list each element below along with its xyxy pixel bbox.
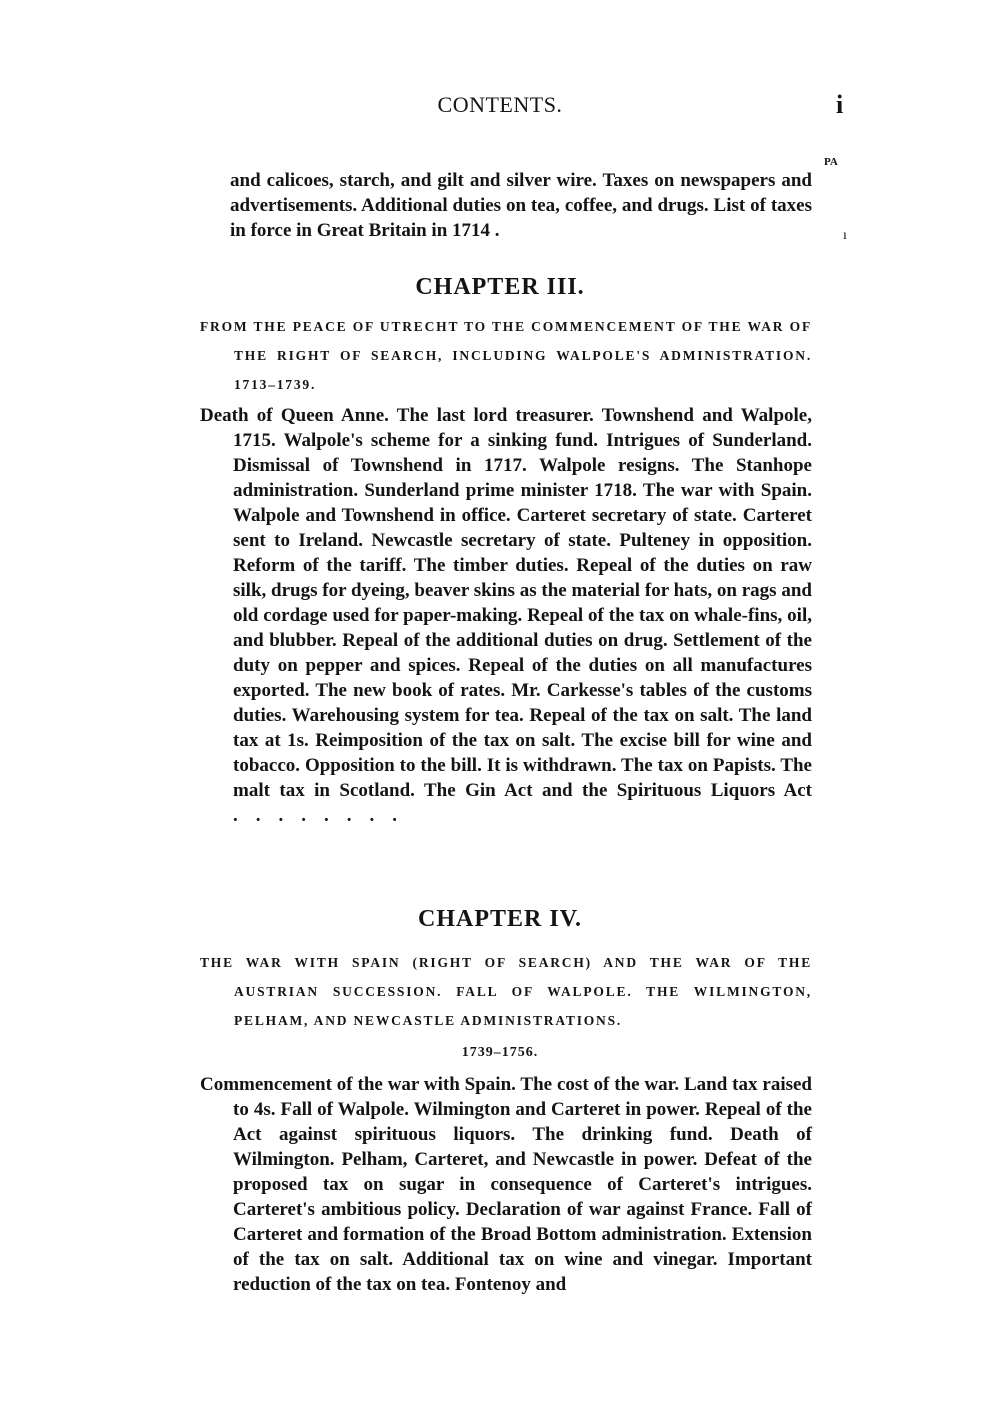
chapter-4-summary-text: Commencement of the war with Spain. The cost of the war. Land tax raised to 4s. Fall of Walpole. Wilmington and Carteret in power. Repeal of the Act against spirituous liquors. The drinking fund. Death of Wilmington. Pelham, Carteret, and Newcastle in power. Defeat of the proposed tax on sugar in consequence of Carteret's intrigues. Carteret's ambitious policy. Declaration of war against France. Fall of Carteret and formation of the Broad Bottom administration. Extension of the tax on salt. Additional tax on wine and vinegar. Important reduction of the tax on tea. Fontenoy and <box>200 1074 812 1295</box>
page-column-label: PA <box>824 156 838 168</box>
chapter-3-subtitle <box>200 312 812 399</box>
continuation-text: and calicoes, starch, and gilt and silver wire. Taxes on newspapers and advertisements. Additional duties on tea, coffee, and drugs. List of taxes in force in Great Britain in 1714 . <box>230 170 812 241</box>
chapter-4-heading: CHAPTER IV. <box>418 906 582 932</box>
margin-mark: ı <box>843 228 847 243</box>
chapter-4-summary <box>200 1072 812 1297</box>
chapter-3-summary <box>200 403 812 828</box>
chapter-4-subtitle <box>200 948 812 1035</box>
page-folio: i <box>836 90 844 119</box>
running-title: CONTENTS. <box>437 92 563 117</box>
chapter-4-subtitle-text: THE WAR WITH SPAIN (RIGHT OF SEARCH) AND THE WAR OF THE AUSTRIAN SUCCESSION. FALL OF WALPOLE. THE WILMINGTON, PELHAM, AND NEWCASTLE ADMINISTRATIONS. <box>200 955 812 1028</box>
chapter-4-dates: 1739–1756. <box>461 1045 539 1060</box>
chapter-3-heading: CHAPTER III. <box>415 274 585 300</box>
chapter-3-leader-dots: ........ <box>233 805 415 826</box>
chapter-3-summary-text: Death of Queen Anne. The last lord treasurer. Townshend and Walpole, 1715. Walpole's scheme for a sinking fund. Intrigues of Sunderland. Dismissal of Townshend in 1717. Walpole resigns. The Stanhope administration. Sunderland prime minister 1718. The war with Spain. Walpole and Townshend in office. Carteret secretary of state. Carteret sent to Ireland. Newcastle secretary of state. Pulteney in opposition. Reform of the tariff. The timber duties. Repeal of the duties on raw silk, drugs for dyeing, beaver skins as the material for hats, on rags and old cordage used for paper-making. Repeal of the tax on whale-fins, oil, and blubber. Repeal of the additional duties on drug. Settlement of the duty on pepper and spices. Repeal of the duties on all manufactures exported. The new book of rates. Mr. Carkesse's tables of the customs duties. Warehousing system for tea. Repeal of the tax on salt. The land tax at 1s. Reimposition of the tax on salt. The excise bill for wine and tobacco. Opposition to the bill. It is withdrawn. The tax on Papists. The malt tax in Scotland. The Gin Act and the Spirituous Liquors Act <box>200 405 812 801</box>
chapter-3-subtitle-text: FROM THE PEACE OF UTRECHT TO THE COMMENCEMENT OF THE WAR OF THE RIGHT OF SEARCH, INCLUDING WALPOLE'S ADMINISTRATION. 1713–1739. <box>200 319 812 392</box>
